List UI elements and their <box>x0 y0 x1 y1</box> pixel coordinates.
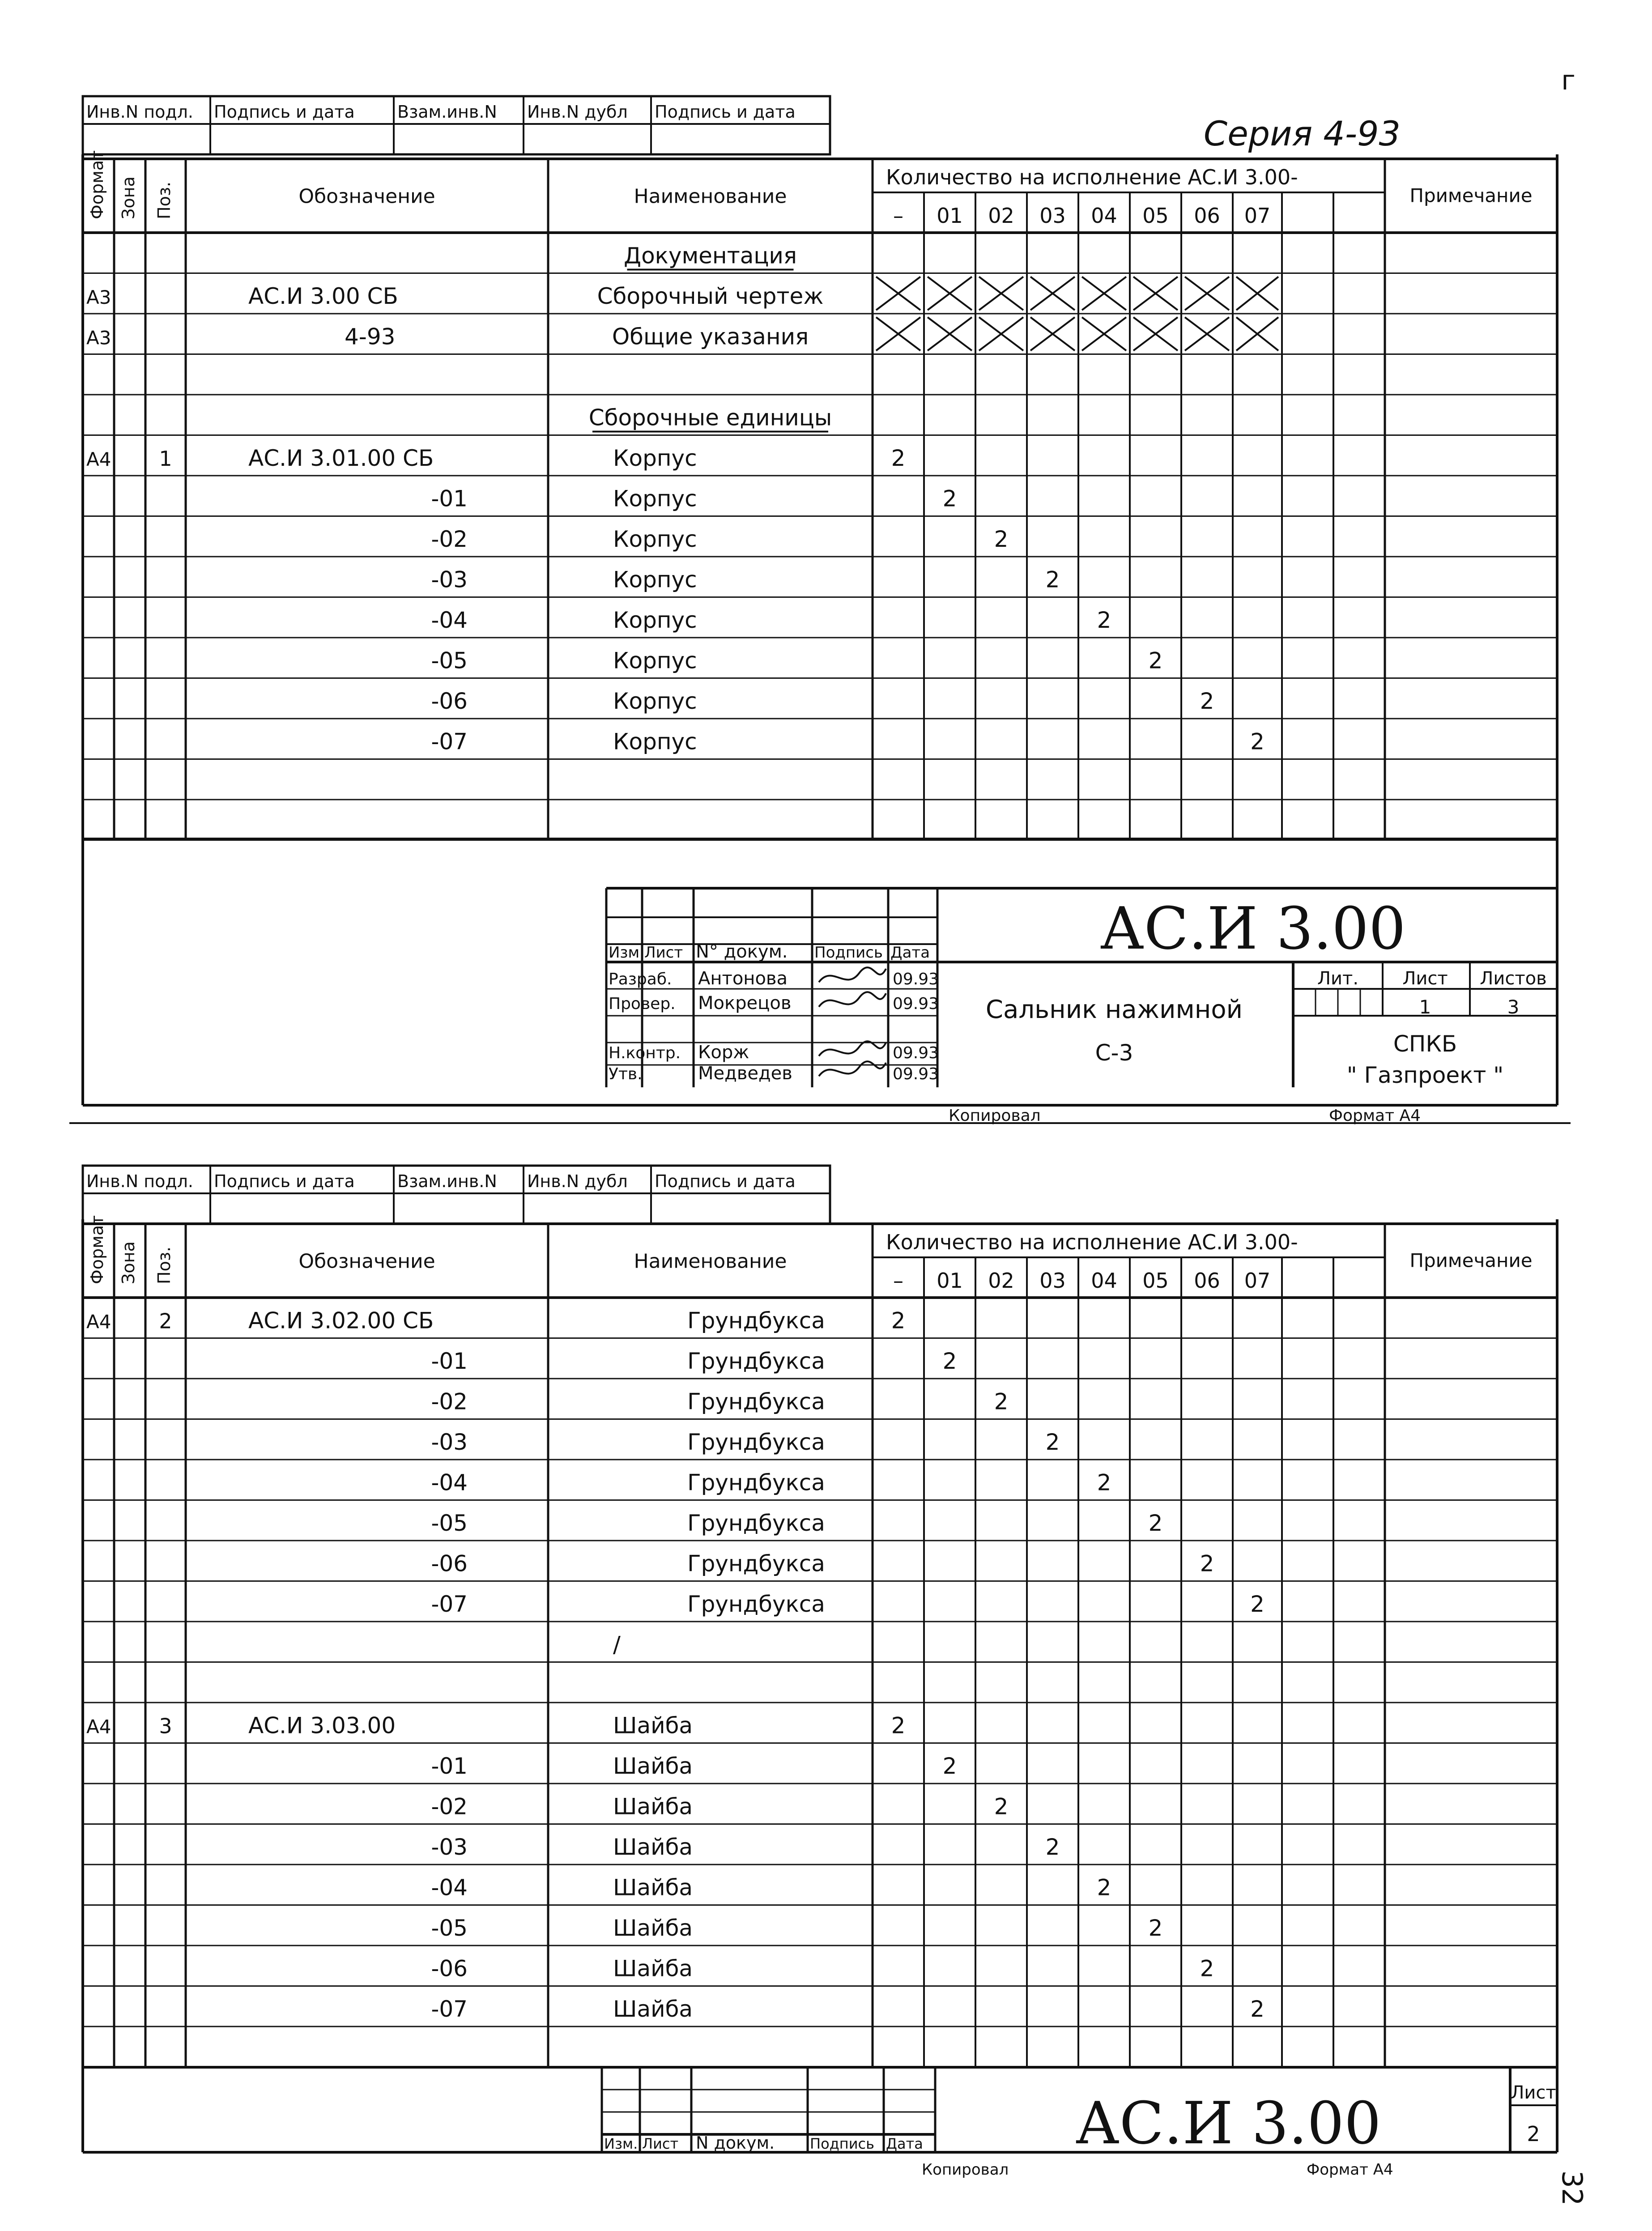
row-naimenovanie: Корпус <box>613 445 697 471</box>
quantity-value: 2 <box>942 1753 957 1779</box>
format-label: Формат А4 <box>1329 1107 1421 1125</box>
signature <box>819 1041 886 1056</box>
quantity-value: 2 <box>891 1307 906 1334</box>
row-suffix: -07 <box>431 1591 468 1617</box>
naimenovanie-header: Наименование <box>634 185 787 208</box>
row-naimenovanie: Грундбукса <box>687 1510 825 1536</box>
quantity-col-header: 02 <box>988 1269 1014 1293</box>
stamp-role: Разраб. <box>609 970 672 988</box>
stamp-col-data: Дата <box>890 944 930 962</box>
quantity-col-header: 01 <box>937 204 963 228</box>
quantity-value: 2 <box>994 1793 1009 1820</box>
row-suffix: -02 <box>431 526 468 552</box>
row-poz: 3 <box>159 1714 172 1738</box>
stamp2-col-podpis: Подпись <box>810 2135 874 2152</box>
stamp-listov-value: 3 <box>1507 996 1520 1018</box>
quantity-col-header: 04 <box>1091 204 1117 228</box>
quantity-value: 2 <box>1200 1550 1214 1577</box>
section-title: Сборочные единицы <box>588 404 832 431</box>
quantity-value: 2 <box>942 1348 957 1374</box>
row-suffix: -07 <box>431 1996 468 2022</box>
kolichestvo-header: Количество на исполнение АС.И 3.00- <box>886 1230 1298 1254</box>
row-suffix: -01 <box>431 1753 468 1779</box>
stamp-date: 09.93 <box>893 970 939 988</box>
quantity-value: 2 <box>1148 1510 1163 1536</box>
row-suffix: -05 <box>431 1510 468 1536</box>
row-poz: 1 <box>159 447 172 471</box>
row-suffix: -03 <box>431 566 468 593</box>
quantity-value: 2 <box>1250 1591 1265 1617</box>
format2-label: Формат А4 <box>1307 2161 1393 2179</box>
signature <box>819 992 886 1007</box>
row-naimenovanie: Шайба <box>613 1874 693 1901</box>
row-naimenovanie: Корпус <box>613 647 697 674</box>
quantity-col-header: – <box>893 204 903 228</box>
stamp-list-value: 1 <box>1419 996 1431 1018</box>
page-number: 32 <box>1556 2170 1588 2206</box>
signature <box>819 1061 886 1076</box>
quantity-value: 2 <box>891 1712 906 1739</box>
stamp-role: Провер. <box>609 995 676 1013</box>
row-naimenovanie: Грундбукса <box>687 1307 825 1334</box>
approval-label: Подпись и дата <box>655 102 796 122</box>
kolichestvo-header: Количество на исполнение АС.И 3.00- <box>886 165 1298 189</box>
row-naimenovanie: Корпус <box>613 607 697 633</box>
row-naimenovanie: Шайба <box>613 1834 693 1860</box>
row-naimenovanie: Шайба <box>613 1793 693 1820</box>
quantity-value: 2 <box>1250 1996 1265 2022</box>
row-naimenovanie: Корпус <box>613 526 697 552</box>
quantity-value: 2 <box>1250 728 1265 755</box>
quantity-value: 2 <box>1045 1834 1060 1860</box>
row-naimenovanie: Корпус <box>613 688 697 714</box>
stamp2-col-izm: Изм. <box>604 2135 638 2152</box>
stamp-name: Мокрецов <box>698 993 792 1013</box>
row-naimenovanie: Корпус <box>613 566 697 593</box>
row-oboznachenie: АС.И 3.00 СБ <box>248 283 398 309</box>
naimenovanie-header: Наименование <box>634 1250 787 1273</box>
stamp-date: 09.93 <box>893 995 939 1013</box>
row-naimenovanie: Грундбукса <box>687 1469 825 1496</box>
quantity-col-header: 06 <box>1194 1269 1220 1293</box>
quantity-col-header: 06 <box>1194 204 1220 228</box>
zona-header: Зона <box>119 1241 138 1284</box>
row-naimenovanie: Общие указания <box>612 324 809 350</box>
document-subtitle: С-3 <box>1095 1040 1133 1066</box>
quantity-value: 2 <box>1200 1955 1214 1982</box>
row-naimenovanie: Шайба <box>613 1915 693 1941</box>
poz-header: Поз. <box>154 181 174 219</box>
stamp-role: Утв. <box>609 1065 643 1083</box>
row-oboznachenie: АС.И 3.03.00 <box>248 1712 396 1739</box>
approval-label: Подпись и дата <box>214 1171 355 1191</box>
row-suffix: -07 <box>431 728 468 755</box>
quantity-value: 2 <box>994 526 1009 552</box>
approval-label: Инв.N дубл <box>527 102 628 122</box>
quantity-value: 2 <box>1148 1915 1163 1941</box>
approval-label: Взам.инв.N <box>397 1171 497 1191</box>
row-naimenovanie: Корпус <box>613 485 697 512</box>
stamp-name: Антонова <box>698 968 788 989</box>
quantity-value: 2 <box>1097 1874 1111 1901</box>
quantity-col-header: 05 <box>1142 1269 1169 1293</box>
row-poz: 2 <box>159 1309 172 1333</box>
quantity-col-header: 03 <box>1039 204 1066 228</box>
row-oboznachenie: АС.И 3.01.00 СБ <box>248 445 434 471</box>
stamp-date: 09.93 <box>893 1065 939 1083</box>
row-suffix: -03 <box>431 1834 468 1860</box>
oboznachenie-header: Обозначение <box>298 1250 435 1273</box>
quantity-value: 2 <box>942 485 957 512</box>
row-suffix: -06 <box>431 1550 468 1577</box>
quantity-col-header: 07 <box>1244 1269 1271 1293</box>
row-naimenovanie: Корпус <box>613 728 697 755</box>
row-suffix: -01 <box>431 485 468 512</box>
row-format: А4 <box>86 448 111 470</box>
stamp-listov-label: Листов <box>1480 968 1547 989</box>
format-header: Формат <box>87 1215 107 1284</box>
quantity-value: 2 <box>1200 688 1214 714</box>
row-naimenovanie: Шайба <box>613 1753 693 1779</box>
stamp2-list-value: 2 <box>1527 2122 1540 2146</box>
signature <box>819 967 886 982</box>
stamp2-col-list: Лист <box>642 2135 679 2152</box>
stamp-col-doc: N° докум. <box>696 941 788 962</box>
quantity-col-header: 07 <box>1244 204 1271 228</box>
quantity-value: 2 <box>1045 566 1060 593</box>
stamp-org-2: " Газпроект " <box>1346 1062 1504 1088</box>
quantity-value: 2 <box>994 1388 1009 1415</box>
row-suffix: -06 <box>431 1955 468 1982</box>
approval-label: Инв.N подл. <box>86 102 193 122</box>
row-suffix: -05 <box>431 1915 468 1941</box>
row-oboznachenie: АС.И 3.02.00 СБ <box>248 1307 434 1334</box>
row-naimenovanie: Сборочный чертеж <box>597 283 824 309</box>
quantity-value: 2 <box>1097 1469 1111 1496</box>
stamp-lit-label: Лит. <box>1317 968 1359 989</box>
corner-mark: г <box>1561 65 1575 96</box>
stamp-list-label: Лист <box>1402 968 1448 989</box>
row-suffix: -01 <box>431 1348 468 1374</box>
stamp2-list-label: Лист <box>1511 2082 1556 2103</box>
row-suffix: -02 <box>431 1793 468 1820</box>
stamp-name: Корж <box>698 1042 749 1063</box>
stamp-col-list: Лист <box>644 944 683 962</box>
primechanie-header: Примечание <box>1409 1249 1533 1272</box>
document2-code: АС.И 3.00 <box>1075 2089 1381 2157</box>
row-suffix: -03 <box>431 1429 468 1455</box>
row-naimenovanie: / <box>613 1631 621 1658</box>
row-naimenovanie: Шайба <box>613 1712 693 1739</box>
section-title: Документация <box>624 243 797 269</box>
row-suffix: -04 <box>431 1874 468 1901</box>
row-naimenovanie: Грундбукса <box>687 1388 825 1415</box>
row-naimenovanie: Грундбукса <box>687 1348 825 1374</box>
row-suffix: -06 <box>431 688 468 714</box>
quantity-col-header: 01 <box>937 1269 963 1293</box>
row-format: А3 <box>86 327 111 349</box>
stamp-date: 09.93 <box>893 1044 939 1062</box>
quantity-value: 2 <box>1148 647 1163 674</box>
approval-label: Подпись и дата <box>214 102 355 122</box>
quantity-col-header: 05 <box>1142 204 1169 228</box>
document-code: АС.И 3.00 <box>1100 894 1406 962</box>
zona-header: Зона <box>119 176 138 219</box>
row-suffix: -04 <box>431 607 468 633</box>
row-suffix: -05 <box>431 647 468 674</box>
format-header: Формат <box>87 150 107 219</box>
quantity-value: 2 <box>1097 607 1111 633</box>
row-naimenovanie: Шайба <box>613 1955 693 1982</box>
stamp-col-podpis: Подпись <box>814 944 883 962</box>
stamp-org-1: СПКБ <box>1393 1031 1457 1057</box>
row-format: А4 <box>86 1311 111 1333</box>
approval-label: Взам.инв.N <box>397 102 497 122</box>
row-naimenovanie: Грундбукса <box>687 1591 825 1617</box>
quantity-col-header: – <box>893 1269 903 1293</box>
quantity-value: 2 <box>891 445 906 471</box>
quantity-col-header: 03 <box>1039 1269 1066 1293</box>
oboznachenie-header: Обозначение <box>298 185 435 208</box>
stamp2-col-doc: N докум. <box>696 2133 775 2153</box>
kopiroval-label: Копировал <box>949 1107 1041 1125</box>
row-format: А3 <box>86 286 111 308</box>
stamp-name: Медведев <box>698 1063 792 1084</box>
kopiroval2-label: Копировал <box>922 2161 1009 2179</box>
row-naimenovanie: Грундбукса <box>687 1550 825 1577</box>
series-label: Серия 4-93 <box>1204 114 1401 153</box>
approval-label: Инв.N дубл <box>527 1171 628 1191</box>
quantity-col-header: 02 <box>988 204 1014 228</box>
row-format: А4 <box>86 1716 111 1738</box>
row-oboznachenie: 4-93 <box>345 324 396 350</box>
approval-label: Подпись и дата <box>655 1171 796 1191</box>
document-title: Сальник нажимной <box>985 995 1243 1024</box>
poz-header: Поз. <box>154 1246 174 1284</box>
stamp-col-izm: Изм. <box>609 944 644 962</box>
quantity-value: 2 <box>1045 1429 1060 1455</box>
stamp-role: Н.контр. <box>609 1044 681 1062</box>
stamp2-col-data: Дата <box>886 2135 923 2152</box>
row-suffix: -02 <box>431 1388 468 1415</box>
primechanie-header: Примечание <box>1409 184 1533 207</box>
approval-label: Инв.N подл. <box>86 1171 193 1191</box>
row-naimenovanie: Грундбукса <box>687 1429 825 1455</box>
quantity-col-header: 04 <box>1091 1269 1117 1293</box>
row-suffix: -04 <box>431 1469 468 1496</box>
row-naimenovanie: Шайба <box>613 1996 693 2022</box>
